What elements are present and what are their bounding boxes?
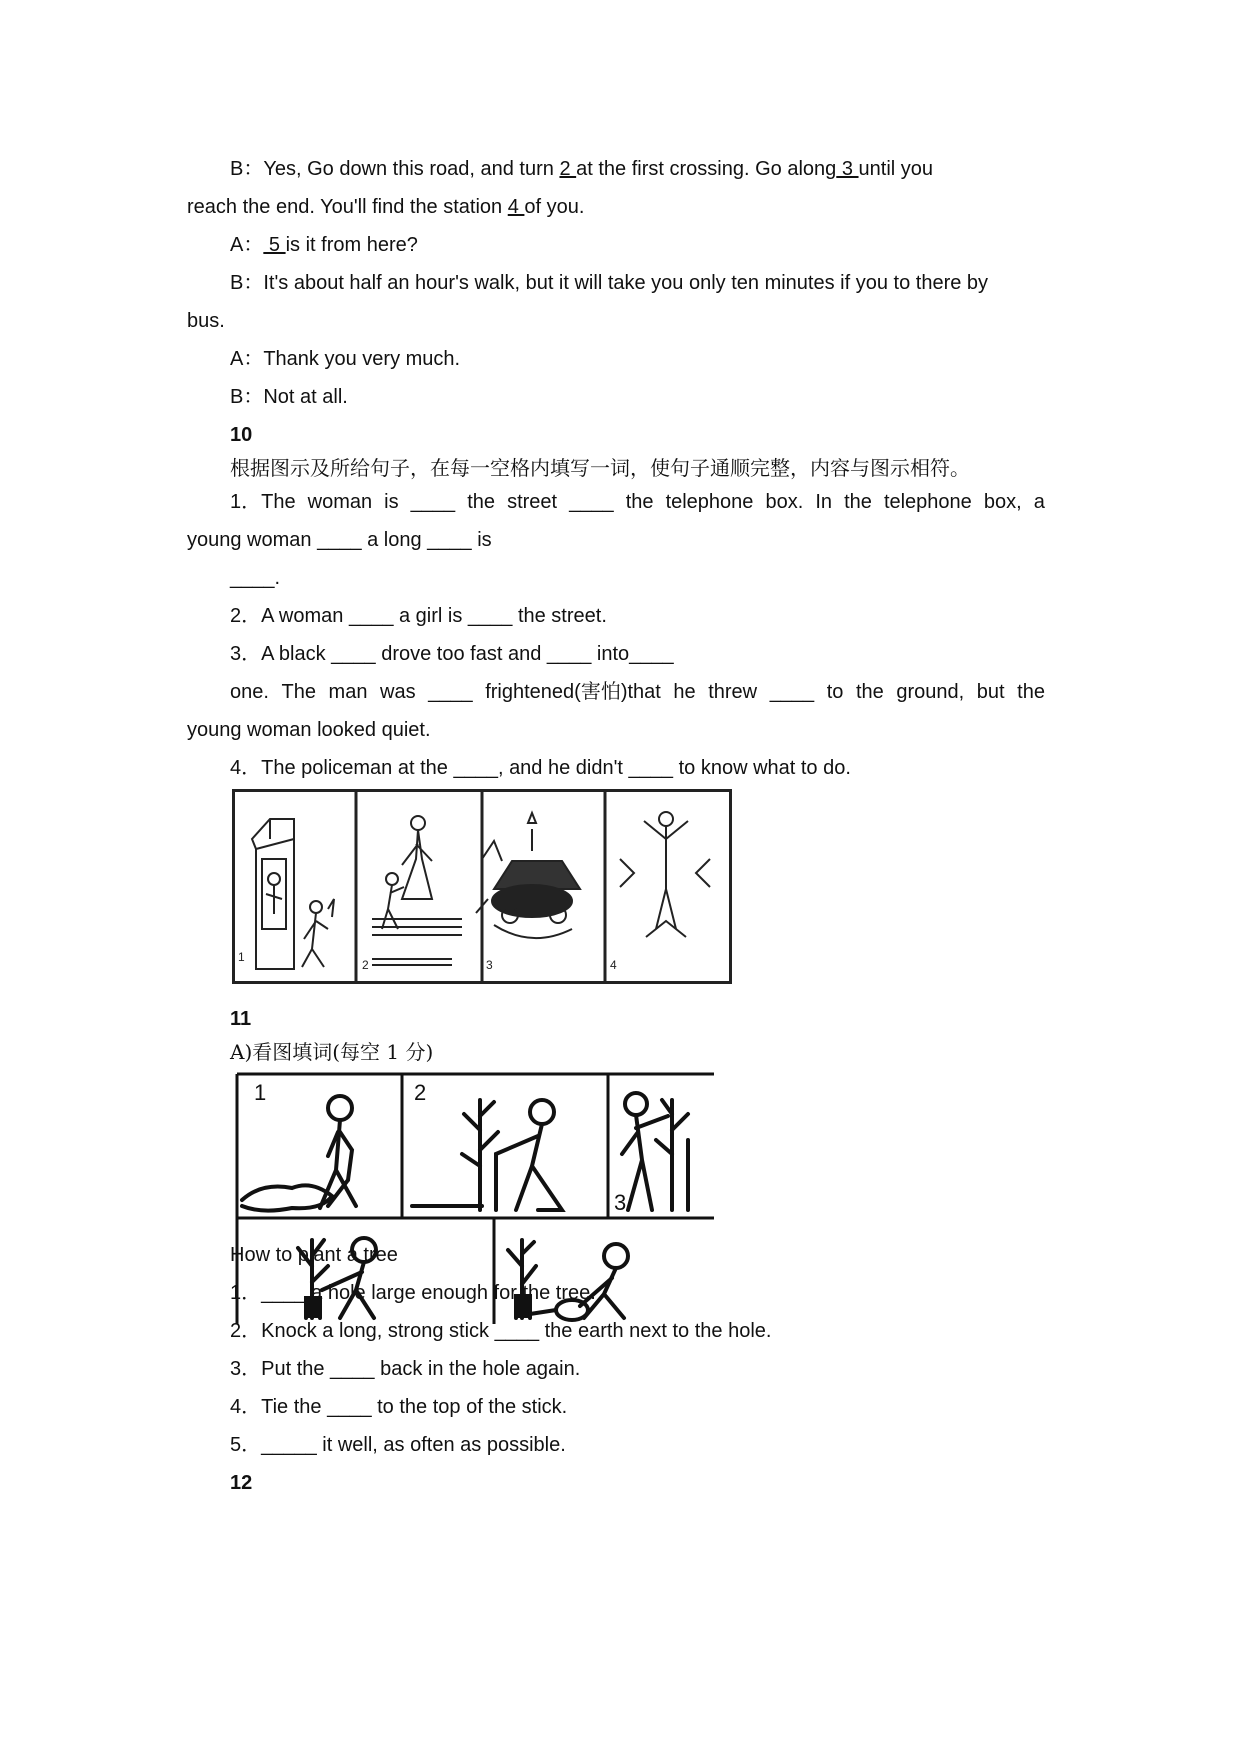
- section-11-item-1: 1．____ a hole large enough for the tree.: [230, 1282, 596, 1304]
- blank-2: 2: [559, 158, 577, 180]
- section-10-instruction: 根据图示及所给句子，在每一空格内填写一词，使句子通顺完整，内容与图示相符。: [230, 456, 970, 480]
- watering-illustration: [508, 1240, 628, 1320]
- policeman-illustration: [620, 812, 710, 937]
- dialogue-b2-line2: bus.: [187, 310, 225, 332]
- dialogue-a1: A： 5 is it from here?: [230, 234, 418, 256]
- section-11-number: 11: [230, 1008, 252, 1030]
- section-10-q2: 2．A woman ____ a girl is ____ the street.: [230, 605, 607, 627]
- section-12-number: 12: [230, 1472, 253, 1494]
- panel-number: 4: [610, 958, 617, 972]
- section-10-q1-line2: young woman ____ a long ____ is: [187, 529, 492, 551]
- panel-number: 1: [254, 1080, 267, 1105]
- dialogue-b1-line1: B：Yes, Go down this road, and turn 2 at the first crossing. Go along 3 until you: [230, 158, 934, 180]
- telephone-box-illustration: [252, 819, 334, 969]
- panel-number: 3: [486, 958, 493, 972]
- tree-holding-illustration: [412, 1100, 562, 1210]
- section-11-item-3: 3．Put the ____ back in the hole again.: [230, 1358, 581, 1380]
- section-11-heading: A)看图填词(每空 1 分): [230, 1040, 434, 1064]
- blank-4: 4: [507, 196, 525, 218]
- panel-number: 1: [238, 950, 245, 964]
- dialogue-b2-line1: B：It's about half an hour's walk, but it will take you only ten minutes if you to there by: [230, 272, 989, 294]
- digging-illustration: [242, 1096, 356, 1211]
- blank-5: 5: [263, 234, 286, 256]
- crossing-illustration: [372, 816, 462, 965]
- section-10-q3-line2: one. The man was ____ frightened(害怕)that he threw ____ to the ground, but the: [230, 681, 1045, 703]
- section-10-number: 10: [230, 424, 253, 446]
- blank-3: 3: [836, 158, 859, 180]
- panel-number: 2: [362, 958, 369, 972]
- section-10-q4: 4．The policeman at the ____, and he didn't ____ to know what to do.: [230, 757, 851, 779]
- section-10-q3-line1: 3．A black ____ drove too fast and ____ into____: [230, 643, 674, 665]
- section-10-picture-strip: [232, 789, 732, 985]
- filling-hole-illustration: [622, 1093, 688, 1210]
- section-11-item-2: 2．Knock a long, strong stick ____ the earth next to the hole.: [230, 1320, 772, 1342]
- dialogue-a2: A：Thank you very much.: [230, 348, 461, 370]
- section-10-q1-line1: 1．The woman is ____ the street ____ the telephone box. In the telephone box, a: [230, 491, 1045, 513]
- car-crash-illustration: [476, 813, 580, 938]
- panel-number: 2: [414, 1080, 427, 1105]
- section-11-title: How to plant a tree: [230, 1244, 398, 1266]
- panel-number: 3: [614, 1190, 627, 1215]
- section-10-q3-line3: young woman looked quiet.: [187, 719, 431, 741]
- section-11-item-4: 4．Tie the ____ to the top of the stick.: [230, 1396, 568, 1418]
- section-10-q1-line3: ____.: [230, 567, 281, 589]
- section-11-item-5: 5．_____ it well, as often as possible.: [230, 1434, 566, 1456]
- dialogue-b1-line2: reach the end. You'll find the station 4 of you.: [187, 196, 585, 218]
- dialogue-b3: B：Not at all.: [230, 386, 348, 408]
